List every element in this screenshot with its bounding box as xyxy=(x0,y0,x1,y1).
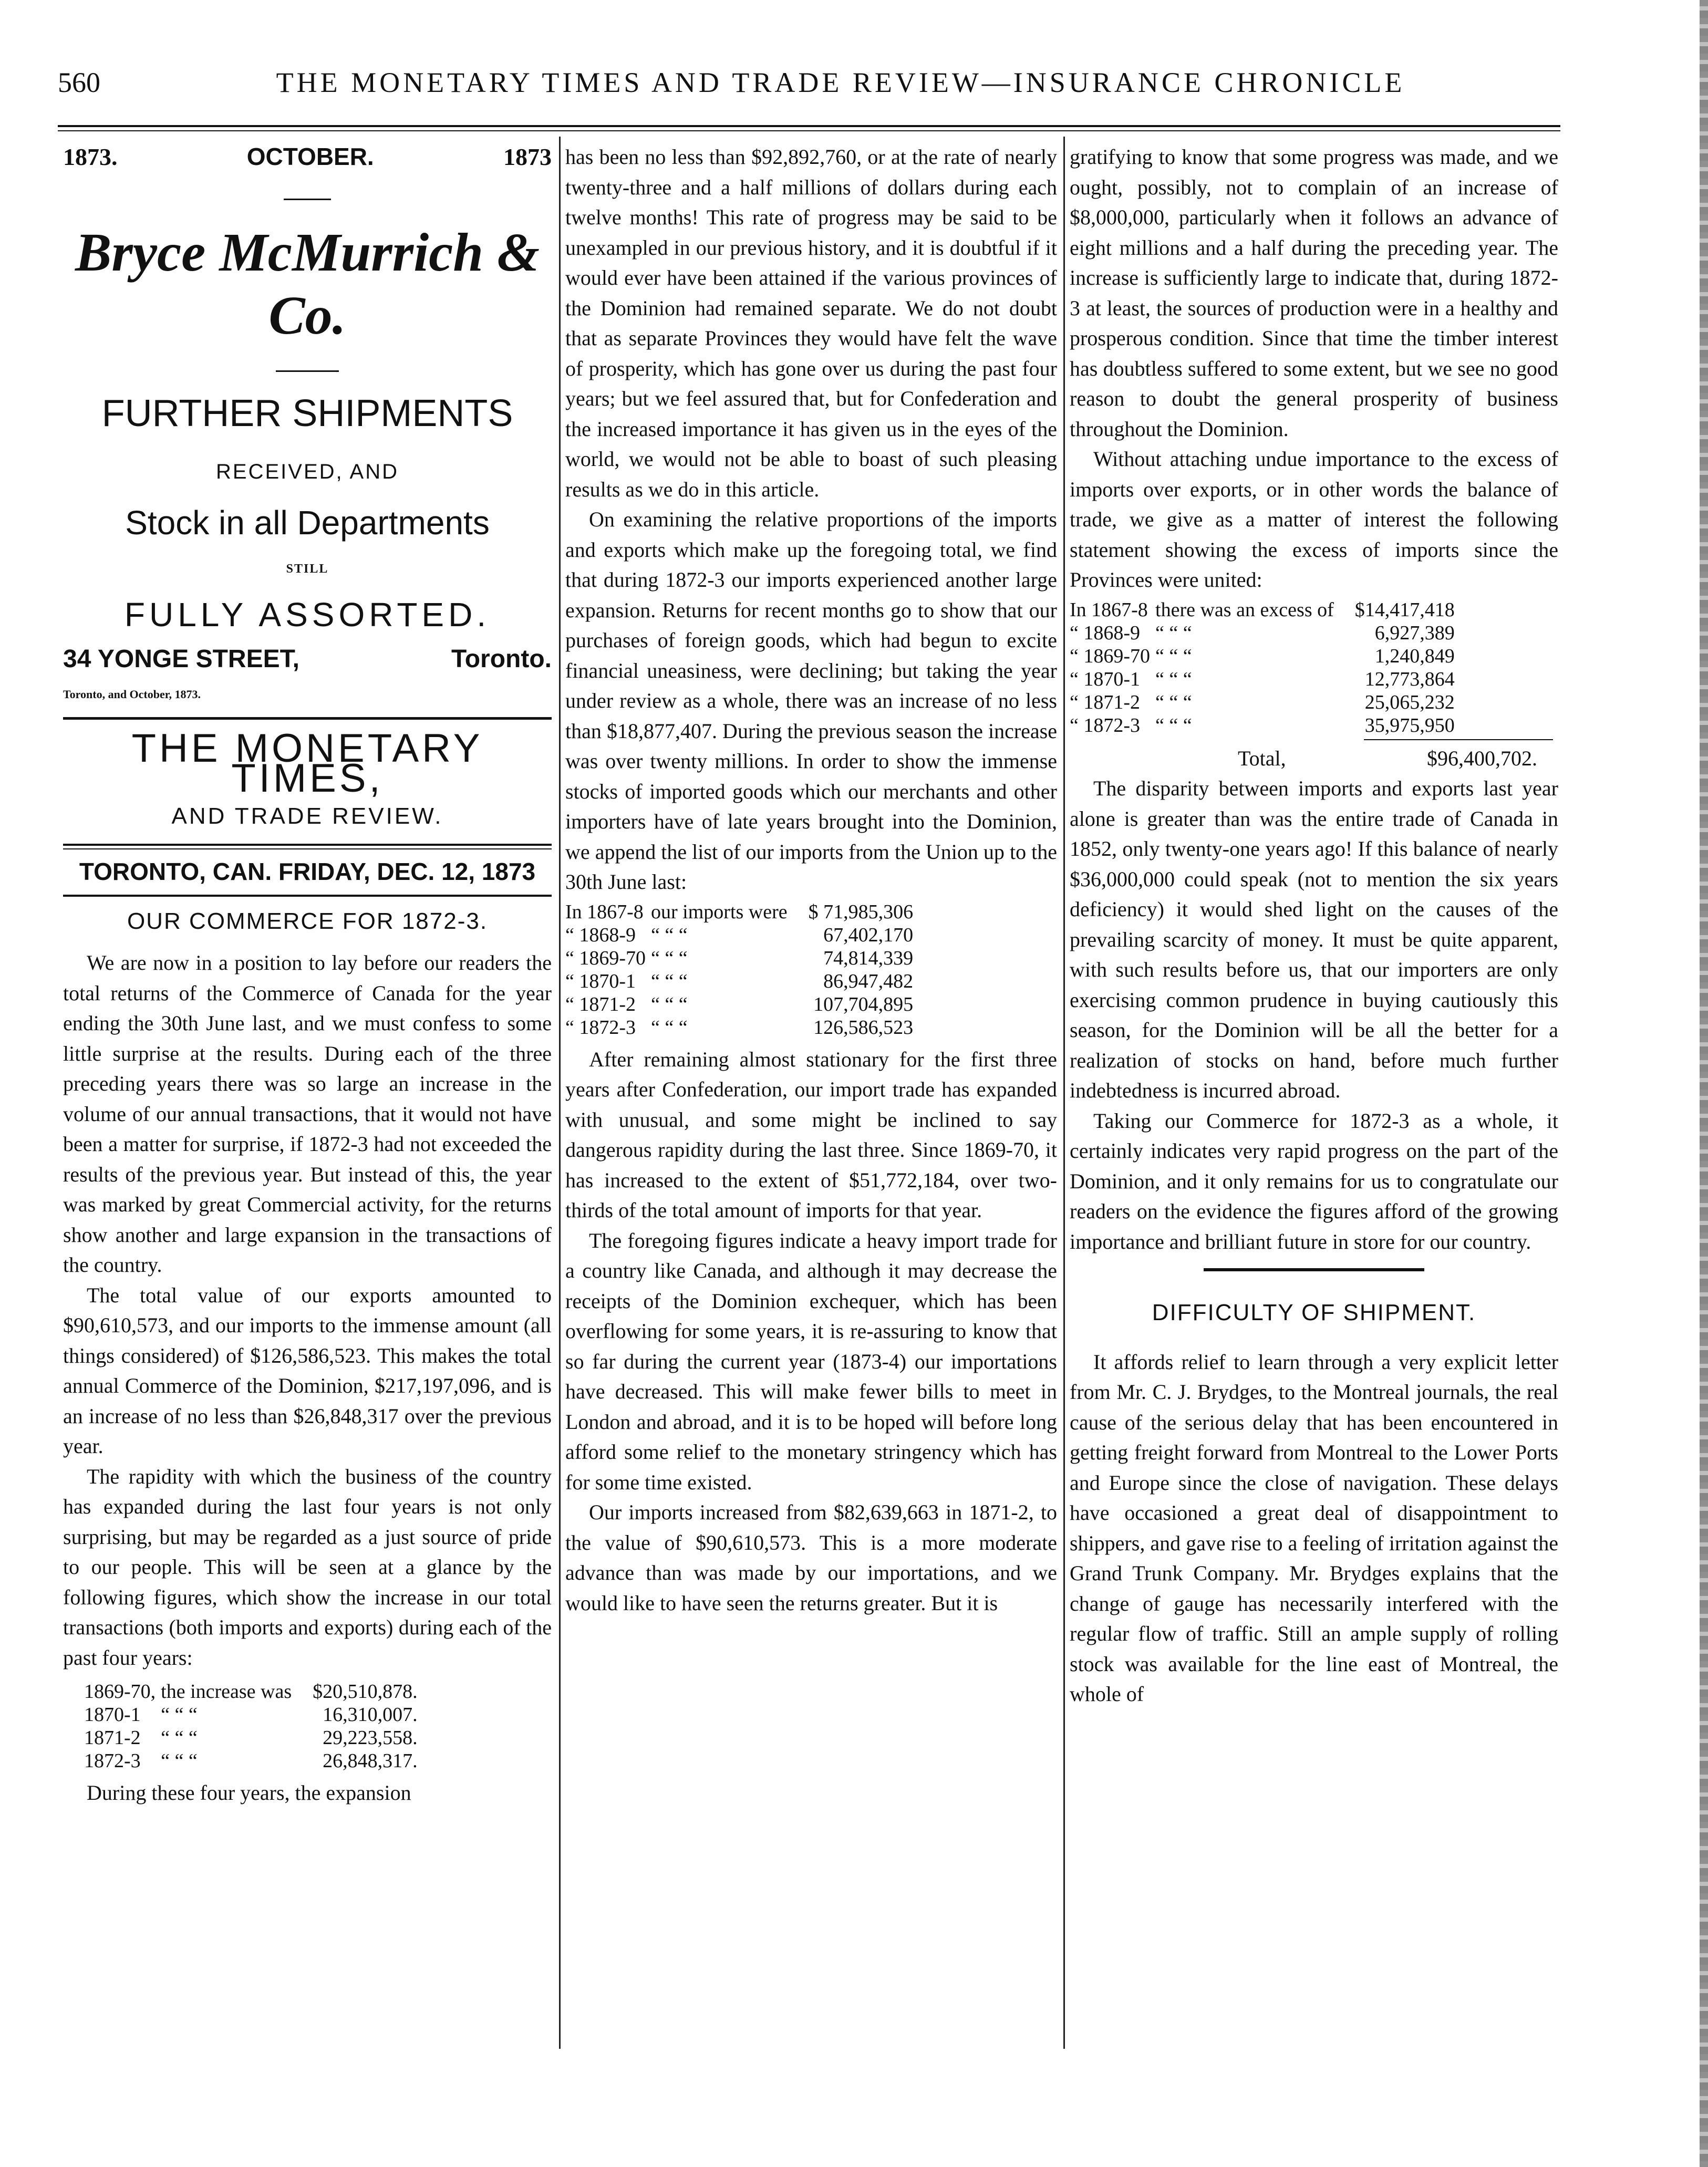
table-row xyxy=(1070,645,1460,668)
table-cell-year: 1872-3 xyxy=(84,1750,141,1772)
table-cell-text: “ “ “ xyxy=(651,1016,688,1039)
table-row xyxy=(565,1016,918,1039)
ad-month: OCTOBER. xyxy=(246,143,374,170)
table-cell-value: 107,704,895 xyxy=(813,993,914,1015)
ad-line-5: FULLY ASSORTED. xyxy=(124,596,491,634)
table-cell-value: 126,586,523 xyxy=(813,1016,914,1039)
table-cell-text: “ “ “ xyxy=(161,1727,198,1749)
table-cell-text: there was an excess of xyxy=(1155,598,1334,621)
table-row xyxy=(84,1680,423,1703)
table-cell-year: “ 1869-70 xyxy=(1070,645,1151,667)
masthead-title: THE MONETARY TIMES, xyxy=(131,725,483,801)
article-divider xyxy=(1204,1268,1424,1271)
article-paragraph: It affords relief to learn through a very explicit letter from Mr. C. J. Brydges, to the Montreal journals, the real cause of the serious delay that has been encountered in getting freight forward from Montreal to the Lower Ports and Europe since the close of navigation. These delays have occasioned a great deal of disappointment to shippers, and gave rise to a feeling of irritation against the Grand Trunk Company. Mr. Brydges explains that the change of gauge has necessarily interfered with the regular flow of traffic. Still an ample supply of rolling stock was available for the line east of Montreal, the whole of xyxy=(1070,1350,1558,1706)
article-paragraph: The disparity between imports and exports last year alone is greater than was the entire trade of Canada in 1852, only twenty-one years ago! If this balance of nearly $36,000,000 could speak (not to mention the six years deficiency) it would shed light on the causes of the prevailing scarcity of money. It must be quite apparent, with such results before us, that our importers are only exercising common prudence in buying cautiously this season, for the Dominion will be all the better for a realization of stocks on hand, before much further indebtedness is incurred abroad. xyxy=(1070,776,1558,1102)
masthead-subtitle: AND TRADE REVIEW. xyxy=(171,803,443,829)
table-cell-year: “ 1872-3 xyxy=(1070,714,1141,737)
ad-address-street: 34 YONGE STREET, xyxy=(63,645,299,673)
article-paragraph: Taking our Commerce for 1872-3 as a whole, it certainly indicates very rapid progress on the part of the Dominion, and it only remains for us to congratulate our readers on the evidence the figures afford of the growing importance and brilliant future in store for our country. xyxy=(1070,1108,1558,1253)
column-divider-2 xyxy=(1063,137,1065,2049)
article-paragraph: The rapidity with which the business of the country has expanded during the last four years is not only surprising, but may be regarded as a just source of pride to our people. This will be seen at a glance by the following figures, which show the increase in our total transactions (both imports and exports) during each of the past four years: xyxy=(63,1464,552,1670)
table-cell-text: our imports were xyxy=(651,900,788,923)
table-cell-value: 26,848,317. xyxy=(323,1750,418,1772)
table-cell-value: 1,240,849 xyxy=(1374,645,1455,667)
table-cell-value: $ 71,985,306 xyxy=(808,900,914,923)
article-paragraph: On examining the relative proportions of the imports and exports which make up the foregoing total, we find that during 1872-3 our imports experienced another large expansion. Returns for recent months go to show that our purchases of foreign goods, which had begun to excite financial uneasiness, were declining; but taking the year under review as a whole, there was an increase of no less than $18,877,407. During the previous season the increase was over twenty millions. In order to show the immense stocks of imported goods which our merchants and other importers have of late years brought into the Dominion, we append the list of our imports from the Union up to the 30th June last: xyxy=(565,507,1057,894)
article-paragraph: gratifying to know that some progress was made, and we ought, possibly, not to complain of an increase of $8,000,000, particularly when it follows an advance of eight millions and a half during the preceding year. The increase is sufficiently large to indicate that, during 1872-3 at least, the sources of production were in a healthy and prosperous condition. Since that time the timber interest has doubtless suffered to some extent, but we see no good reason to doubt the general prosperity of business throughout the Dominion. xyxy=(1070,145,1558,441)
table-cell-year: 1871-2 xyxy=(84,1727,141,1749)
excess-table xyxy=(1070,598,1460,737)
running-title: THE MONETARY TIMES AND TRADE REVIEW—INSURANCE CHRONICLE xyxy=(276,67,1405,98)
ad-line-3: Stock in all Departments xyxy=(125,504,490,542)
table-cell-year: In 1867-8 xyxy=(565,900,644,923)
ad-address xyxy=(63,644,552,675)
table-cell-year: 1869-70, xyxy=(84,1681,156,1703)
article-paragraph: During these four years, the expansion xyxy=(87,1781,411,1805)
table-row xyxy=(1070,714,1460,737)
column-1 xyxy=(63,142,552,1808)
table-row xyxy=(1070,598,1460,621)
table-cell-year: “ 1868-9 xyxy=(1070,621,1141,644)
article-paragraph: We are now in a position to lay before our readers the total returns of the Commerce of Canada for the year ending the 30th June last, and we must confess to some little surprise at the results. During each of the three preceding years there was so large an increase in the volume of our annual transactions, that it would not have been a matter for surprise, if 1872-3 had not exceeded the results of the previous year. But instead of this, the year was marked by great Commercial activity, for the returns show another and large expansion in the transactions of the country. xyxy=(63,951,552,1277)
table-cell-text: “ “ “ xyxy=(1155,668,1192,690)
article-title: OUR COMMERCE FOR 1872-3. xyxy=(127,908,488,934)
table-cell-year: In 1867-8 xyxy=(1070,598,1148,621)
table-cell-text: “ “ “ xyxy=(1155,621,1192,644)
masthead-rule xyxy=(63,895,552,897)
column-divider-1 xyxy=(559,137,561,2049)
table-cell-value: 12,773,864 xyxy=(1364,668,1455,690)
masthead-rule xyxy=(63,717,552,720)
table-cell-value: 67,402,170 xyxy=(823,924,914,946)
table-row xyxy=(565,993,918,1016)
table-cell-value: 74,814,339 xyxy=(823,947,914,969)
header-rule-thin xyxy=(58,130,1560,131)
ad-date-row xyxy=(63,142,552,172)
article-paragraph: Our imports increased from $82,639,663 in 1871-2, to the value of $90,610,573. This is a more moderate advance than was made by our importations, and we would like to have seen the returns greater. But it is xyxy=(565,1500,1057,1615)
excess-total-value: $96,400,702. xyxy=(1427,746,1537,770)
scan-edge xyxy=(1700,0,1708,2167)
table-cell-text: “ “ “ xyxy=(651,947,688,969)
table-cell-text: “ “ “ xyxy=(1155,645,1192,667)
article-paragraph: The total value of our exports amounted to $90,610,573, and our imports to the immense amount (all things considered) of $126,586,523. This makes the total annual Commerce of the Dominion, $217,197,096, and is an increase of no less than $26,848,317 over the previous year. xyxy=(63,1283,552,1458)
ad-line-1: FURTHER SHIPMENTS xyxy=(101,392,513,434)
table-cell-text: the increase was xyxy=(161,1681,292,1703)
ad-dateline: Toronto, and October, 1873. xyxy=(63,688,201,701)
table-cell-value: 6,927,389 xyxy=(1374,621,1455,644)
ad-line-4: STILL xyxy=(286,562,329,576)
table-cell-value: 16,310,007. xyxy=(323,1704,418,1726)
table-row xyxy=(84,1703,423,1726)
table-cell-year: “ 1872-3 xyxy=(565,1016,636,1039)
table-row xyxy=(84,1749,423,1772)
article-paragraph: Without attaching undue importance to the excess of imports over exports, or in other words the balance of trade, we give as a matter of interest the following statement showing the excess of imports since the Provinces were united: xyxy=(1070,447,1558,592)
excess-total-label: Total, xyxy=(1238,746,1286,770)
column-2 xyxy=(565,142,1057,1618)
table-cell-text: “ “ “ xyxy=(651,993,688,1015)
table-row xyxy=(1070,621,1460,645)
publication-date: TORONTO, CAN. FRIDAY, DEC. 12, 1873 xyxy=(79,858,536,885)
table-cell-text: “ “ “ xyxy=(651,970,688,992)
article-paragraph: The foregoing figures indicate a heavy import trade for a country like Canada, and although it may decrease the receipts of the Dominion exchequer, which has been overflowing for some years, it is re-assuring to know that so far during the current year (1873-4) our importations have decreased. This will make fewer bills to meet in London and abroad, and it is to be hoped will before long afford some relief to the monetary stringency which has for some time existed. xyxy=(565,1228,1057,1494)
masthead-rule xyxy=(63,844,552,846)
table-cell-year: “ 1869-70 xyxy=(565,947,646,969)
table-cell-value: 25,065,232 xyxy=(1364,691,1455,713)
ad-line-2: RECEIVED, AND xyxy=(216,460,399,483)
table-cell-year: “ 1868-9 xyxy=(565,924,636,946)
table-cell-text: “ “ “ xyxy=(1155,691,1192,713)
table-cell-year: “ 1870-1 xyxy=(1070,668,1141,690)
page-number: 560 xyxy=(58,67,100,98)
ad-divider xyxy=(276,370,339,372)
table-row xyxy=(84,1726,423,1749)
table-cell-text: “ “ “ xyxy=(1155,714,1192,737)
advertisement xyxy=(63,142,552,710)
table-cell-year: “ 1870-1 xyxy=(565,970,636,992)
excess-total xyxy=(1070,740,1558,774)
ad-year-right: 1873 xyxy=(503,143,552,170)
masthead-rule-thin xyxy=(63,848,552,849)
table-row xyxy=(565,947,918,970)
table-cell-value: 86,947,482 xyxy=(823,970,914,992)
table-row xyxy=(565,970,918,993)
table-cell-year: 1870-1 xyxy=(84,1704,141,1726)
article-paragraph: has been no less than $92,892,760, or at the rate of nearly twenty-three and a half millions of dollars during each twelve months! This rate of progress may be said to be unexampled in our previous history, and it is doubtful if it would ever have been attained if the various provinces of the Dominion had remained separate. We do not doubt that as separate Provinces they would have felt the wave of prosperity, which has gone over us during the past four years; but we feel assured that, but for Confederation and the increased importance it has given us in the eyes of the world, we would not be able to boast of such pleasing results as we do in this article. xyxy=(565,145,1057,501)
table-cell-text: “ “ “ xyxy=(161,1750,198,1772)
increase-table xyxy=(84,1680,423,1772)
table-cell-year: “ 1871-2 xyxy=(565,993,636,1015)
table-row xyxy=(1070,691,1460,714)
table-cell-text: “ “ “ xyxy=(651,924,688,946)
header-rule xyxy=(58,125,1560,127)
article-title: DIFFICULTY OF SHIPMENT. xyxy=(1152,1300,1476,1325)
ad-year-left: 1873. xyxy=(63,143,118,170)
table-cell-value: $14,417,418 xyxy=(1354,598,1455,621)
article-paragraph: After remaining almost stationary for the first three years after Confederation, our import trade has expanded with unusual, and some might be inclined to say dangerous rapidity during the last three. Since 1869-70, it has increased to the extent of $51,772,184, over two-thirds of the total amount of imports for that year. xyxy=(565,1047,1057,1222)
column-3 xyxy=(1070,142,1558,1709)
table-cell-value: $20,510,878. xyxy=(313,1681,418,1703)
ad-address-city: Toronto. xyxy=(451,645,552,673)
table-cell-value: 29,223,558. xyxy=(323,1727,418,1749)
table-row xyxy=(565,924,918,947)
table-cell-year: “ 1871-2 xyxy=(1070,691,1141,713)
ad-divider xyxy=(284,199,331,200)
table-cell-text: “ “ “ xyxy=(161,1704,198,1726)
table-row xyxy=(565,900,918,924)
imports-table xyxy=(565,900,918,1039)
table-row xyxy=(1070,668,1460,691)
table-cell-value: 35,975,950 xyxy=(1364,714,1455,737)
ad-company: Bryce McMurrich & Co. xyxy=(75,222,540,346)
